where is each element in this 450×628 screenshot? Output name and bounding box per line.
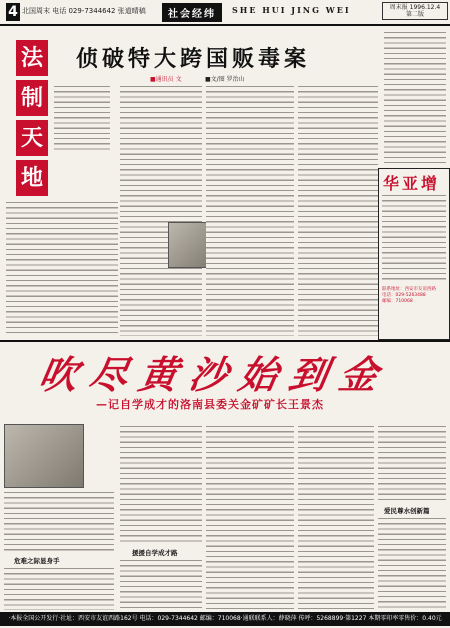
story2-col-2b	[120, 558, 202, 610]
headline-drug-case: 侦破特大跨国贩毒案	[76, 46, 311, 72]
footer-info: ·本报全国公开发行·社址：西安市友谊西路162号 电话：029-7344642 邮编：710068·通联联系人：薛晓萍 传呼：5268899·第1227 本期零印率零售价：0.40元	[0, 612, 450, 626]
section-title: 社会经纬	[162, 3, 222, 22]
sidebar-box	[378, 168, 450, 340]
date-box-line-1: 周末报 1996.12.4	[389, 4, 441, 11]
section-label-char-4: 地	[16, 160, 48, 196]
sidebar-box-body	[382, 193, 446, 283]
story2-col-1b	[4, 566, 114, 610]
section-label-char-3: 天	[16, 120, 48, 156]
photo-mine-director	[4, 424, 84, 488]
masthead	[0, 0, 450, 26]
story1-col-2	[120, 84, 202, 336]
banner-title: 吹尽黄沙始到金	[35, 352, 394, 397]
subhead-3: 爱民尊水创新篇	[384, 507, 430, 515]
contact-address: 联系地址：西安市友谊西路	[382, 287, 436, 292]
story2-col-5b	[378, 516, 446, 610]
page-number: 4	[6, 3, 20, 21]
section-label-char-2: 制	[16, 80, 48, 116]
story1-col-1	[6, 200, 118, 336]
story2-col-1a	[4, 490, 114, 552]
edition-line: 北国周末 电话 029-7344642 张道晴稿	[22, 7, 146, 15]
story1-col-4	[298, 84, 378, 336]
banner-subtitle: —记自学成才的洛南县委关金矿矿长王景杰	[96, 398, 324, 411]
date-box	[382, 2, 448, 20]
byline-right: ■文/图 罗治山	[205, 76, 245, 83]
sidebar-contact	[382, 287, 446, 305]
byline-left: ■通讯员 文	[150, 76, 182, 83]
contact-zip: 邮编：710068	[382, 299, 413, 304]
subhead-2: 援援自学成才路	[132, 549, 178, 557]
section-divider	[0, 340, 450, 342]
story2-col-3	[206, 424, 294, 610]
contact-phone: 电话：029-5263488	[382, 293, 426, 298]
subhead-1: 危难之际显身手	[14, 557, 60, 565]
story1-col-3	[206, 84, 294, 336]
section-pinyin: SHE HUI JING WEI	[232, 5, 351, 15]
masthead-rule	[0, 24, 450, 26]
sidebar-box-title: 华亚增	[383, 174, 441, 193]
date-box-line-2: 第二版	[405, 11, 424, 18]
story1-col-5	[384, 30, 446, 166]
story2-col-4	[298, 424, 374, 610]
lead-paragraph	[54, 84, 110, 152]
story2-col-2a	[120, 424, 202, 544]
story2-col-5a	[378, 424, 446, 504]
section-label-char-1: 法	[16, 40, 48, 76]
